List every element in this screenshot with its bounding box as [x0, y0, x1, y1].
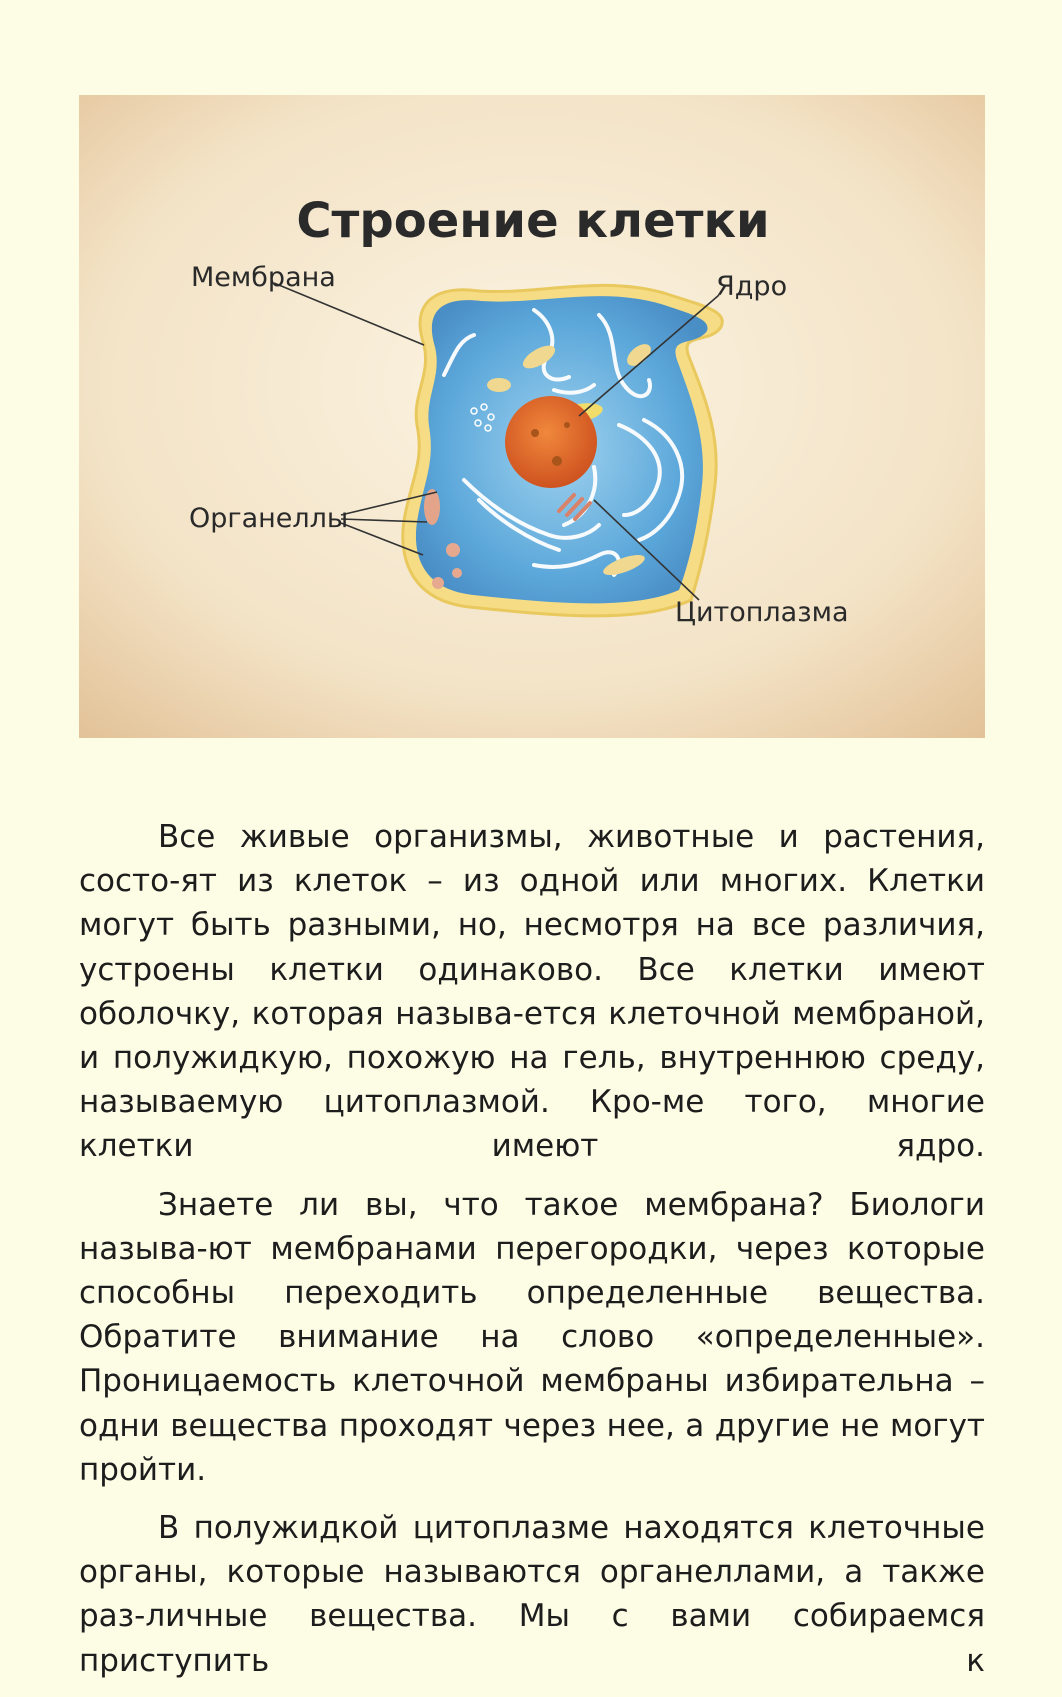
body-text: [79, 815, 985, 1697]
label-organelles: Органеллы: [189, 503, 349, 534]
label-nucleus: Ядро: [716, 271, 788, 302]
nucleus: [505, 396, 597, 488]
paragraph: В полужидкой цитоплазме находятся клеточные органы, которые называются органеллами, а также раз-личные вещества. Мы с вами собираемся приступить к: [79, 1510, 985, 1679]
cell-structure-illustration: [79, 95, 985, 738]
paragraph: Знаете ли вы, что такое мембрана? Биологи называ-ют мембранами перегородки, через которые способны переходить определенные вещества. Обратите внимание на слово «определенные». Проницаемость клеточной мембраны избирательна – одни вещества проходят через нее, а другие не могут пройти.: [79, 1186, 985, 1488]
cell-diagram: [79, 95, 985, 738]
paragraph: Все живые организмы, животные и растения, состо-ят из клеток – из одной или многих. Клетки могут быть разными, но, несмотря на все различия, устроены клетки одинаково. Все клетки имеют оболочку, которая называ-ется клеточной мембраной, и полужидкую, похожую на гель, внутреннюю среду, называемую цитоплазмой. Кро-ме того, многие клетки имеют ядро.: [79, 819, 985, 1165]
label-membrane: Мембрана: [191, 262, 336, 293]
figure-title: Строение клетки: [296, 193, 770, 249]
label-cytoplasm: Цитоплазма: [675, 597, 849, 628]
